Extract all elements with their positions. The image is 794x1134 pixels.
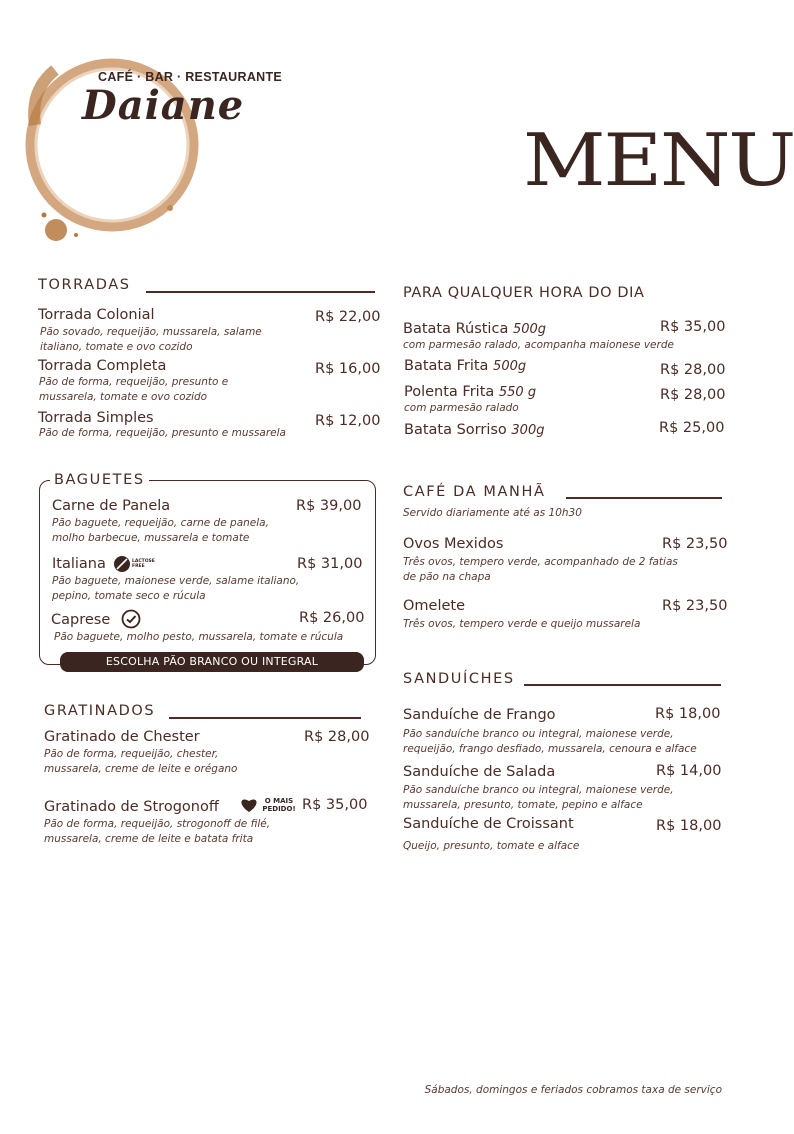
brand-tagline: CAFÉ · BAR · RESTAURANTE (98, 70, 283, 84)
item-desc: Pão de forma, requeijão, presunto e mussarela (39, 427, 286, 439)
item-name: Omelete (403, 598, 466, 614)
item-price: R$ 18,00 (656, 818, 722, 834)
section-title-torradas: TORRADAS (38, 277, 131, 293)
item-price: R$ 31,00 (297, 556, 363, 572)
item-desc: Queijo, presunto, tomate e alface (403, 840, 580, 852)
item-price: R$ 28,00 (660, 387, 726, 403)
item-name: Sanduíche de Frango (403, 707, 556, 723)
item-price: R$ 23,50 (662, 536, 728, 552)
section-title-qualquer-hora: PARA QUALQUER HORA DO DIA (403, 285, 645, 301)
item-price: R$ 16,00 (315, 361, 381, 377)
item-desc: com parmesão ralado (404, 402, 519, 414)
item-desc: com parmesão ralado, acompanha maionese verde (403, 339, 674, 351)
item-desc: Pão de forma, requeijão, chester, mussarela, creme de leite e orégano (44, 748, 238, 775)
item-desc: Pão sovado, requeijão, mussarela, salame italiano, tomate e ovo cozido (40, 326, 262, 353)
item-price: R$ 39,00 (296, 498, 362, 514)
item-price: R$ 28,00 (660, 362, 726, 378)
service-fee-note: Sábados, domingos e feriados cobramos taxa de serviço (424, 1084, 722, 1096)
item-desc: Pão baguete, requeijão, carne de panela, molho barbecue, mussarela e tomate (52, 517, 269, 544)
lactose-free-icon (113, 555, 131, 573)
item-name: Torrada Colonial (38, 307, 155, 323)
item-name: Batata Rústica 500g (403, 321, 547, 337)
item-name: Torrada Completa (38, 358, 167, 374)
divider (169, 717, 361, 719)
section-title-cafe-manha: CAFÉ DA MANHÃ (403, 484, 546, 500)
item-price: R$ 25,00 (659, 420, 725, 436)
item-desc: Pão baguete, maionese verde, salame italiano, pepino, tomate seco e rúcula (52, 575, 300, 602)
brand-name: Daiane (82, 82, 245, 129)
item-price: R$ 35,00 (302, 797, 368, 813)
lactose-free-badge: LACTOSE FREE (132, 559, 155, 569)
item-name: Polenta Frita 550 g (404, 384, 537, 400)
item-price: R$ 18,00 (655, 706, 721, 722)
section-title-baguetes: BAGUETES (50, 472, 149, 488)
item-price: R$ 22,00 (315, 309, 381, 325)
item-name: Batata Sorriso 300g (404, 422, 545, 438)
item-desc: Três ovos, tempero verde, acompanhado de 2 fatias de pão na chapa (403, 556, 678, 583)
item-name: Batata Frita 500g (404, 358, 527, 374)
item-name: Caprese (51, 612, 111, 628)
item-desc: Pão de forma, requeijão, strogonoff de filé, mussarela, creme de leite e batata frita (44, 818, 271, 845)
divider (524, 684, 721, 686)
item-desc: Pão de forma, requeijão, presunto e mussarela, tomate e ovo cozido (39, 376, 229, 403)
divider (566, 497, 722, 499)
item-name: Torrada Simples (38, 410, 154, 426)
item-desc: Pão sanduíche branco ou integral, maionese verde, mussarela, presunto, tomate, pepino e alface (403, 784, 674, 811)
item-price: R$ 26,00 (299, 610, 365, 626)
bread-choice-note: ESCOLHA PÃO BRANCO OU INTEGRAL (60, 652, 364, 672)
caprese-check-icon (121, 609, 141, 629)
item-desc: Pão sanduíche branco ou integral, maionese verde, requeijão, frango desfiado, mussarela, cenoura e alface (403, 728, 697, 755)
item-name: Ovos Mexidos (403, 536, 504, 552)
section-title-sanduiches: SANDUÍCHES (403, 671, 515, 687)
item-price: R$ 28,00 (304, 729, 370, 745)
item-name: Gratinado de Chester (44, 729, 200, 745)
item-price: R$ 35,00 (660, 319, 726, 335)
item-price: R$ 12,00 (315, 413, 381, 429)
item-name: Sanduíche de Salada (403, 764, 556, 780)
item-desc: Pão baguete, molho pesto, mussarela, tomate e rúcula (54, 631, 344, 643)
coffee-stain-logo (10, 30, 210, 250)
item-price: R$ 14,00 (656, 763, 722, 779)
section-subtitle: Servido diariamente até as 10h30 (403, 507, 582, 519)
most-ordered-badge: O MAIS PEDIDO! (262, 797, 296, 813)
item-name: Carne de Panela (52, 498, 171, 514)
menu-title: MENU (523, 118, 794, 202)
section-title-gratinados: GRATINADOS (44, 703, 156, 719)
item-name: Italiana (52, 556, 106, 572)
item-name: Sanduíche de Croissant (403, 816, 574, 832)
item-price: R$ 23,50 (662, 598, 728, 614)
item-name: Gratinado de Strogonoff (44, 799, 219, 815)
item-desc: Três ovos, tempero verde e queijo mussarela (403, 618, 641, 630)
heart-icon (239, 796, 259, 814)
divider (146, 291, 375, 293)
